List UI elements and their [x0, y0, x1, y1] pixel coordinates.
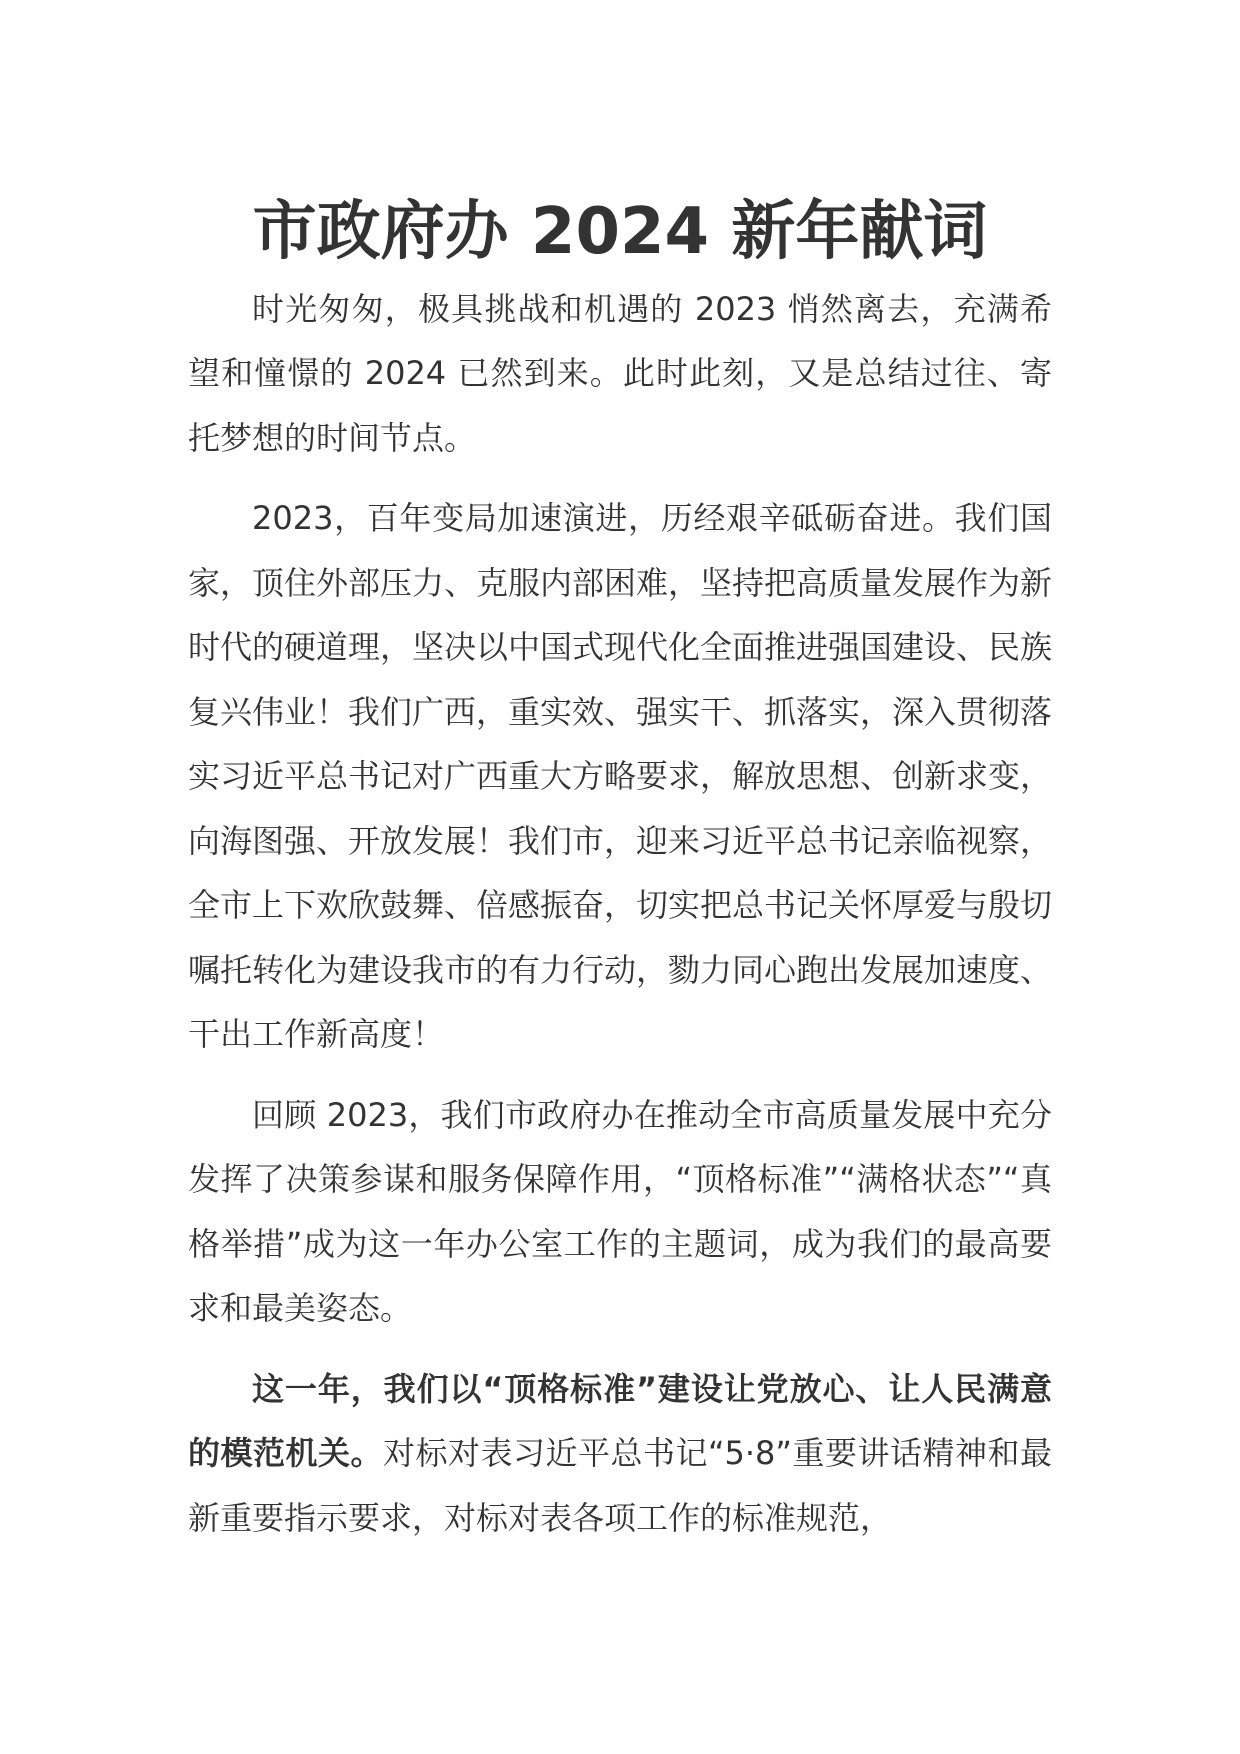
paragraph-office-review — [188, 1083, 1052, 1341]
paragraph-lead-bold: 这一年，我们以“顶格标准”建设让党放心、让人民满意的模范机关。 — [188, 1369, 1052, 1472]
paragraph-2023-review — [188, 486, 1052, 1067]
document-title: 市政府办 2024 新年献词 — [252, 195, 988, 269]
paragraph-intro — [188, 277, 1052, 471]
paragraph-text: 回顾 2023，我们市政府办在推动全市高质量发展中充分发挥了决策参谋和服务保障作用，“顶格标准”“满格状态”“真格举措”成为这一年办公室工作的主题词，成为我们的最高要求和最美姿态。 — [188, 1095, 1052, 1327]
document-page — [188, 195, 1053, 1566]
paragraph-text: 时光匆匆，极具挑战和机遇的 2023 悄然离去，充满希望和憧憬的 2024 已然到来。此时此刻，又是总结过往、寄托梦想的时间节点。 — [188, 289, 1052, 457]
paragraph-text: 2023，百年变局加速演进，历经艰辛砥砺奋进。我们国家，顶住外部压力、克服内部困难，坚持把高质量发展作为新时代的硬道理，坚决以中国式现代化全面推进强国建设、民族复兴伟业！我们广西，重实效、强实干、抓落实，深入贯彻落实习近平总书记对广西重大方略要求，解放思想、创新求变，向海图强、开放发展！我们市，迎来习近平总书记亲临视察，全市上下欢欣鼓舞、倍感振奋，切实把总书记关怀厚爱与殷切嘱托转化为建设我市的有力行动，勠力同心跑出发展加速度、干出工作新高度！ — [188, 499, 1053, 1053]
paragraph-text: 对标对表习近平总书记“5·8”重要讲话精神和最新重要指示要求，对标对表各项工作的标准规范， — [188, 1434, 1052, 1537]
paragraph-model-agency — [188, 1357, 1052, 1551]
